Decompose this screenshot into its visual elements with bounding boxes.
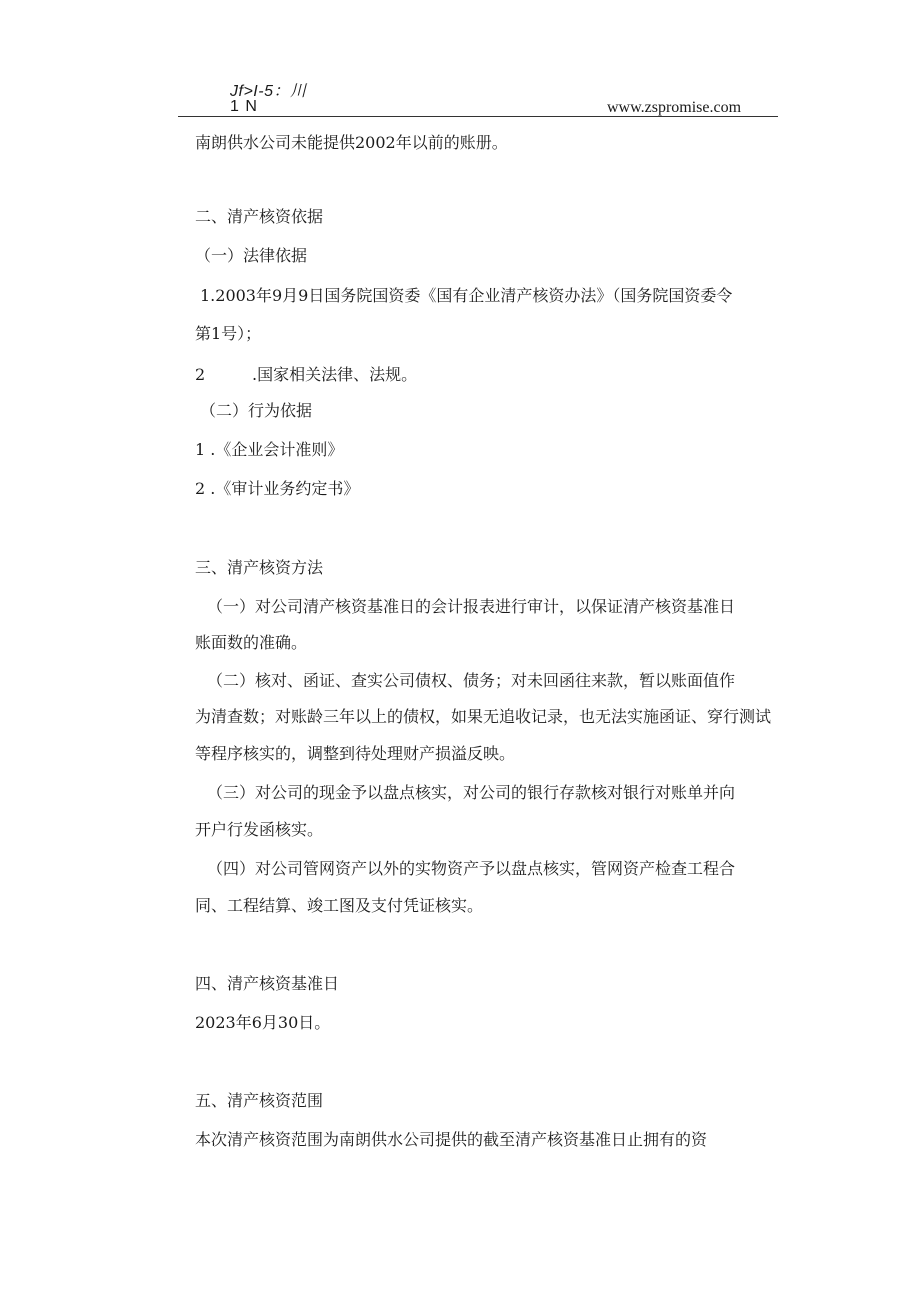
section-3-para-2-line-3: 等程序核实的，调整到待处理财产损溢反映。 (195, 744, 516, 763)
section-3-para-4-line-2: 同、工程结算、竣工图及支付凭证核实。 (195, 896, 484, 915)
section-3-para-4-line-1: （四）对公司管网资产以外的实物资产予以盘点核实，管网资产检查工程合 (207, 859, 736, 878)
section-2-sub-2: （二）行为依据 (200, 401, 313, 420)
section-3-para-2-line-1: （二）核对、函证、查实公司债权、债务；对未回函往来款，暂以账面值作 (207, 671, 736, 690)
header-logo-line1: Jf>I-5：川 (230, 83, 307, 100)
section-2-item-2-text: .国家相关法律、法规。 (252, 365, 418, 384)
section-2-item-1-line-2: 第1号）； (195, 324, 262, 343)
section-2-item-4: 2 .《审计业务约定书》 (195, 479, 360, 498)
section-2-sub-1: （一）法律依据 (195, 246, 308, 265)
section-5-para-1-line-1: 本次清产核资范围为南朗供水公司提供的截至清产核资基准日止拥有的资 (195, 1130, 708, 1149)
intro-paragraph: 南朗供水公司未能提供2002年以前的账册。 (195, 133, 508, 152)
section-2-item-2-number: 2 (195, 365, 206, 384)
section-2-item-1-line-1: 1.2003年9月9日国务院国资委《国有企业清产核资办法》（国务院国资委令 (200, 286, 733, 305)
section-3-para-1-line-1: （一）对公司清产核资基准日的会计报表进行审计，以保证清产核资基准日 (207, 597, 736, 616)
section-2-item-2 (195, 365, 417, 385)
section-3-heading: 三、清产核资方法 (195, 558, 324, 577)
section-3-para-2-line-2: 为清查数；对账龄三年以上的债权，如果无追收记录，也无法实施函证、穿行测试 (195, 707, 772, 726)
section-2-item-3: 1 .《企业会计准则》 (195, 440, 344, 459)
section-4-heading: 四、清产核资基准日 (195, 974, 340, 993)
section-4-date: 2023年6月30日。 (195, 1013, 331, 1032)
section-3-para-1-line-2: 账面数的准确。 (195, 633, 308, 652)
header-rule (178, 116, 778, 117)
section-2-heading: 二、清产核资依据 (195, 207, 324, 226)
header-website[interactable]: www.zspromise.com (607, 99, 742, 116)
section-5-heading: 五、清产核资范围 (195, 1091, 324, 1110)
section-3-para-3-line-1: （三）对公司的现金予以盘点核实，对公司的银行存款核对银行对账单并向 (207, 783, 736, 802)
section-3-para-3-line-2: 开户行发函核实。 (195, 820, 324, 839)
header-logo-line2: 1 N (230, 98, 258, 115)
